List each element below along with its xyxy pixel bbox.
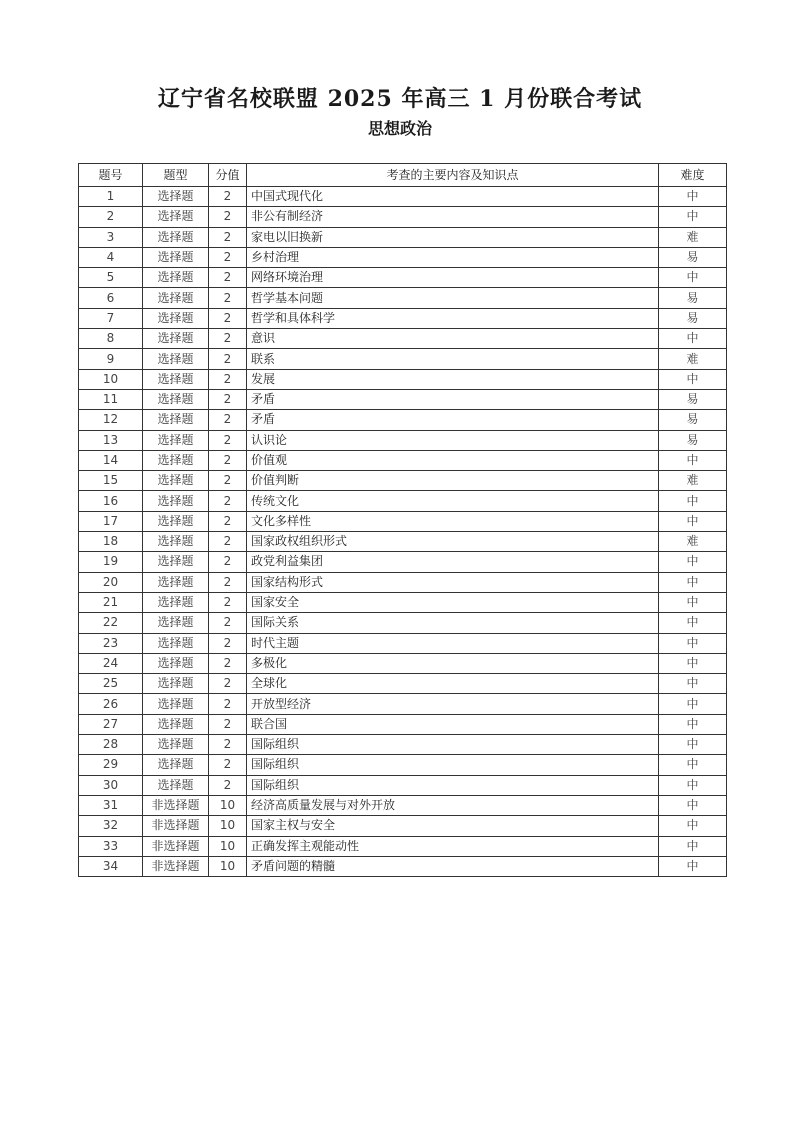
question-type-cell: 选择题 xyxy=(143,775,209,795)
score-cell: 10 xyxy=(209,856,247,876)
score-cell: 2 xyxy=(209,308,247,328)
difficulty-cell: 中 xyxy=(659,816,727,836)
difficulty-cell: 中 xyxy=(659,653,727,673)
table-row xyxy=(79,735,727,755)
table-row xyxy=(79,308,727,328)
difficulty-cell: 易 xyxy=(659,410,727,430)
difficulty-cell: 中 xyxy=(659,714,727,734)
question-type-cell: 选择题 xyxy=(143,227,209,247)
score-cell: 2 xyxy=(209,450,247,470)
score-cell: 2 xyxy=(209,187,247,207)
header-topic: 考查的主要内容及知识点 xyxy=(247,164,659,187)
question-type-cell: 选择题 xyxy=(143,694,209,714)
table-row xyxy=(79,836,727,856)
difficulty-cell: 中 xyxy=(659,775,727,795)
table-row xyxy=(79,349,727,369)
header-question-type: 题型 xyxy=(143,164,209,187)
score-cell: 2 xyxy=(209,633,247,653)
topic-cell: 国际组织 xyxy=(247,775,659,795)
difficulty-cell: 易 xyxy=(659,288,727,308)
topic-cell: 政党利益集团 xyxy=(247,552,659,572)
table-row xyxy=(79,471,727,491)
difficulty-cell: 中 xyxy=(659,187,727,207)
difficulty-cell: 中 xyxy=(659,207,727,227)
question-number-cell: 5 xyxy=(79,268,143,288)
table-row xyxy=(79,816,727,836)
question-type-cell: 选择题 xyxy=(143,613,209,633)
topic-cell: 国际组织 xyxy=(247,735,659,755)
table-row xyxy=(79,187,727,207)
difficulty-cell: 中 xyxy=(659,329,727,349)
question-type-cell: 选择题 xyxy=(143,369,209,389)
topic-cell: 乡村治理 xyxy=(247,247,659,267)
topic-cell: 传统文化 xyxy=(247,491,659,511)
question-number-cell: 15 xyxy=(79,471,143,491)
question-type-cell: 选择题 xyxy=(143,247,209,267)
score-cell: 2 xyxy=(209,369,247,389)
difficulty-cell: 中 xyxy=(659,450,727,470)
question-type-cell: 选择题 xyxy=(143,187,209,207)
score-cell: 2 xyxy=(209,227,247,247)
score-cell: 2 xyxy=(209,735,247,755)
table-header-row xyxy=(79,164,727,187)
question-number-cell: 12 xyxy=(79,410,143,430)
question-number-cell: 32 xyxy=(79,816,143,836)
table-row xyxy=(79,247,727,267)
topic-cell: 国家结构形式 xyxy=(247,572,659,592)
score-cell: 2 xyxy=(209,572,247,592)
question-number-cell: 29 xyxy=(79,755,143,775)
question-number-cell: 30 xyxy=(79,775,143,795)
question-number-cell: 7 xyxy=(79,308,143,328)
score-cell: 2 xyxy=(209,207,247,227)
question-number-cell: 2 xyxy=(79,207,143,227)
difficulty-cell: 易 xyxy=(659,308,727,328)
topic-cell: 开放型经济 xyxy=(247,694,659,714)
question-number-cell: 3 xyxy=(79,227,143,247)
score-cell: 2 xyxy=(209,674,247,694)
table-row xyxy=(79,552,727,572)
question-number-cell: 26 xyxy=(79,694,143,714)
table-row xyxy=(79,268,727,288)
difficulty-cell: 易 xyxy=(659,389,727,409)
table-row xyxy=(79,450,727,470)
score-cell: 2 xyxy=(209,430,247,450)
question-type-cell: 选择题 xyxy=(143,633,209,653)
difficulty-cell: 易 xyxy=(659,430,727,450)
score-cell: 10 xyxy=(209,795,247,815)
question-number-cell: 17 xyxy=(79,511,143,531)
question-type-cell: 选择题 xyxy=(143,592,209,612)
table-row xyxy=(79,613,727,633)
question-type-cell: 选择题 xyxy=(143,389,209,409)
question-number-cell: 22 xyxy=(79,613,143,633)
topic-cell: 哲学基本问题 xyxy=(247,288,659,308)
question-type-cell: 选择题 xyxy=(143,450,209,470)
difficulty-cell: 中 xyxy=(659,552,727,572)
topic-cell: 中国式现代化 xyxy=(247,187,659,207)
topic-cell: 国家政权组织形式 xyxy=(247,532,659,552)
question-type-cell: 选择题 xyxy=(143,735,209,755)
score-cell: 2 xyxy=(209,247,247,267)
table-row xyxy=(79,674,727,694)
difficulty-cell: 中 xyxy=(659,592,727,612)
table-row xyxy=(79,389,727,409)
table-row xyxy=(79,410,727,430)
difficulty-cell: 中 xyxy=(659,755,727,775)
question-number-cell: 6 xyxy=(79,288,143,308)
header-score: 分值 xyxy=(209,164,247,187)
question-number-cell: 8 xyxy=(79,329,143,349)
table-row xyxy=(79,714,727,734)
exam-analysis-table xyxy=(78,163,727,877)
difficulty-cell: 难 xyxy=(659,471,727,491)
question-number-cell: 21 xyxy=(79,592,143,612)
question-type-cell: 非选择题 xyxy=(143,795,209,815)
table-row xyxy=(79,288,727,308)
question-number-cell: 11 xyxy=(79,389,143,409)
score-cell: 2 xyxy=(209,410,247,430)
score-cell: 2 xyxy=(209,552,247,572)
question-number-cell: 27 xyxy=(79,714,143,734)
question-type-cell: 选择题 xyxy=(143,207,209,227)
difficulty-cell: 中 xyxy=(659,795,727,815)
difficulty-cell: 中 xyxy=(659,511,727,531)
difficulty-cell: 中 xyxy=(659,633,727,653)
score-cell: 10 xyxy=(209,816,247,836)
score-cell: 2 xyxy=(209,694,247,714)
topic-cell: 国家安全 xyxy=(247,592,659,612)
topic-cell: 非公有制经济 xyxy=(247,207,659,227)
question-number-cell: 14 xyxy=(79,450,143,470)
score-cell: 2 xyxy=(209,349,247,369)
question-type-cell: 选择题 xyxy=(143,410,209,430)
topic-cell: 正确发挥主观能动性 xyxy=(247,836,659,856)
question-number-cell: 16 xyxy=(79,491,143,511)
question-number-cell: 10 xyxy=(79,369,143,389)
question-number-cell: 18 xyxy=(79,532,143,552)
question-type-cell: 非选择题 xyxy=(143,856,209,876)
score-cell: 2 xyxy=(209,491,247,511)
difficulty-cell: 中 xyxy=(659,268,727,288)
topic-cell: 联合国 xyxy=(247,714,659,734)
question-type-cell: 选择题 xyxy=(143,674,209,694)
difficulty-cell: 难 xyxy=(659,227,727,247)
page-title: 辽宁省名校联盟 2025 年高三 1 月份联合考试 xyxy=(157,86,643,112)
question-type-cell: 选择题 xyxy=(143,308,209,328)
score-cell: 2 xyxy=(209,653,247,673)
topic-cell: 国际组织 xyxy=(247,755,659,775)
topic-cell: 经济高质量发展与对外开放 xyxy=(247,795,659,815)
question-type-cell: 选择题 xyxy=(143,755,209,775)
topic-cell: 意识 xyxy=(247,329,659,349)
score-cell: 2 xyxy=(209,471,247,491)
question-type-cell: 选择题 xyxy=(143,430,209,450)
topic-cell: 网络环境治理 xyxy=(247,268,659,288)
score-cell: 2 xyxy=(209,511,247,531)
difficulty-cell: 中 xyxy=(659,735,727,755)
difficulty-cell: 难 xyxy=(659,532,727,552)
topic-cell: 家电以旧换新 xyxy=(247,227,659,247)
table-row xyxy=(79,532,727,552)
score-cell: 2 xyxy=(209,714,247,734)
topic-cell: 矛盾问题的精髓 xyxy=(247,856,659,876)
question-number-cell: 24 xyxy=(79,653,143,673)
topic-cell: 时代主题 xyxy=(247,633,659,653)
table-row xyxy=(79,653,727,673)
score-cell: 2 xyxy=(209,755,247,775)
topic-cell: 联系 xyxy=(247,349,659,369)
score-cell: 2 xyxy=(209,329,247,349)
table-row xyxy=(79,329,727,349)
table-row xyxy=(79,795,727,815)
header-question-number: 题号 xyxy=(79,164,143,187)
score-cell: 10 xyxy=(209,836,247,856)
table-row xyxy=(79,755,727,775)
score-cell: 2 xyxy=(209,592,247,612)
question-number-cell: 9 xyxy=(79,349,143,369)
topic-cell: 价值判断 xyxy=(247,471,659,491)
table-row xyxy=(79,227,727,247)
difficulty-cell: 中 xyxy=(659,856,727,876)
difficulty-cell: 中 xyxy=(659,836,727,856)
question-number-cell: 19 xyxy=(79,552,143,572)
topic-cell: 认识论 xyxy=(247,430,659,450)
topic-cell: 矛盾 xyxy=(247,410,659,430)
question-number-cell: 1 xyxy=(79,187,143,207)
difficulty-cell: 易 xyxy=(659,247,727,267)
difficulty-cell: 中 xyxy=(659,674,727,694)
question-type-cell: 选择题 xyxy=(143,471,209,491)
question-type-cell: 非选择题 xyxy=(143,836,209,856)
question-type-cell: 选择题 xyxy=(143,268,209,288)
question-type-cell: 选择题 xyxy=(143,714,209,734)
topic-cell: 国家主权与安全 xyxy=(247,816,659,836)
score-cell: 2 xyxy=(209,389,247,409)
page-subtitle: 思想政治 xyxy=(367,119,432,138)
table-row xyxy=(79,430,727,450)
table-row xyxy=(79,369,727,389)
table-row xyxy=(79,633,727,653)
question-type-cell: 选择题 xyxy=(143,653,209,673)
table-row xyxy=(79,856,727,876)
table-row xyxy=(79,491,727,511)
topic-cell: 多极化 xyxy=(247,653,659,673)
table-body xyxy=(79,187,727,877)
table-row xyxy=(79,207,727,227)
question-number-cell: 20 xyxy=(79,572,143,592)
topic-cell: 文化多样性 xyxy=(247,511,659,531)
question-number-cell: 31 xyxy=(79,795,143,815)
difficulty-cell: 中 xyxy=(659,369,727,389)
question-number-cell: 4 xyxy=(79,247,143,267)
topic-cell: 全球化 xyxy=(247,674,659,694)
difficulty-cell: 中 xyxy=(659,694,727,714)
question-type-cell: 选择题 xyxy=(143,329,209,349)
score-cell: 2 xyxy=(209,775,247,795)
question-number-cell: 23 xyxy=(79,633,143,653)
table-row xyxy=(79,592,727,612)
header-difficulty: 难度 xyxy=(659,164,727,187)
table-row xyxy=(79,511,727,531)
question-type-cell: 选择题 xyxy=(143,349,209,369)
score-cell: 2 xyxy=(209,532,247,552)
question-type-cell: 选择题 xyxy=(143,552,209,572)
question-type-cell: 非选择题 xyxy=(143,816,209,836)
difficulty-cell: 中 xyxy=(659,491,727,511)
difficulty-cell: 中 xyxy=(659,613,727,633)
table-row xyxy=(79,572,727,592)
question-type-cell: 选择题 xyxy=(143,288,209,308)
topic-cell: 价值观 xyxy=(247,450,659,470)
question-number-cell: 34 xyxy=(79,856,143,876)
difficulty-cell: 难 xyxy=(659,349,727,369)
question-type-cell: 选择题 xyxy=(143,491,209,511)
difficulty-cell: 中 xyxy=(659,572,727,592)
table-row xyxy=(79,694,727,714)
table-row xyxy=(79,775,727,795)
question-type-cell: 选择题 xyxy=(143,511,209,531)
score-cell: 2 xyxy=(209,613,247,633)
question-type-cell: 选择题 xyxy=(143,572,209,592)
score-cell: 2 xyxy=(209,288,247,308)
question-number-cell: 13 xyxy=(79,430,143,450)
question-number-cell: 33 xyxy=(79,836,143,856)
score-cell: 2 xyxy=(209,268,247,288)
question-type-cell: 选择题 xyxy=(143,532,209,552)
question-number-cell: 25 xyxy=(79,674,143,694)
topic-cell: 国际关系 xyxy=(247,613,659,633)
topic-cell: 发展 xyxy=(247,369,659,389)
topic-cell: 哲学和具体科学 xyxy=(247,308,659,328)
topic-cell: 矛盾 xyxy=(247,389,659,409)
question-number-cell: 28 xyxy=(79,735,143,755)
